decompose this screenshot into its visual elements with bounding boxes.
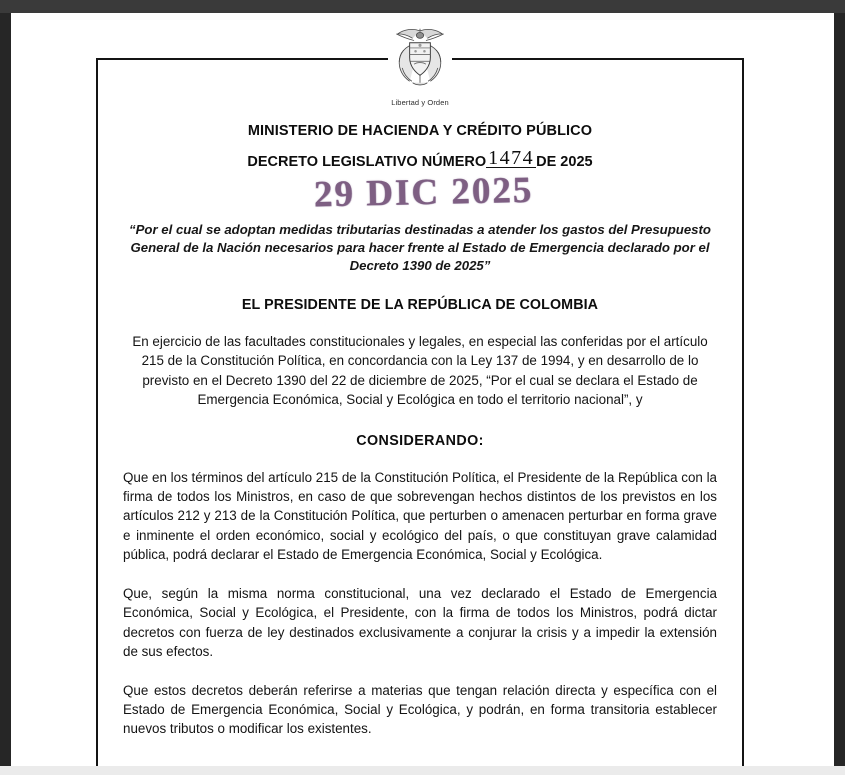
viewer-left-rail — [0, 13, 11, 766]
coat-of-arms — [365, 25, 475, 107]
decree-number-line — [123, 147, 717, 170]
decree-number-value: 1474 — [488, 147, 535, 169]
president-heading: EL PRESIDENTE DE LA REPÚBLICA DE COLOMBIA — [241, 297, 599, 314]
considerando-paragraph: Que en los términos del artículo 215 de la Constitución Política, el Presidente de la República con la firma de todos los Ministros, en caso de que sobrevengan hechos distintos de los previstos en los artículos 212 y 213 de la Constitución Política, que perturben o amenacen perturbar en forma grave e inminente el orden económico, social y ecológico del país, o que constituyan grave calamidad pública, podrá declarar el Estado de Emergencia Económica, Social y Ecológica. — [123, 469, 717, 563]
viewer-top-bar — [0, 0, 845, 13]
document-page — [11, 13, 834, 766]
considerando-paragraph: Que, según la misma norma constitucional, una vez declarado el Estado de Emergencia Económica, Social y Ecológica, el Presidente, con la firma de todos los Ministros, podrá dictar decretos con fuerza de ley destinados exclusivamente a conjurar la crisis y a impedir la extensión de sus efectos. — [123, 585, 717, 660]
viewer-bottom-bar — [0, 766, 845, 775]
considerando-paragraph: Que estos decretos deberán referirse a materias que tengan relación directa y específica con el Estado de Emergencia Económica, Social y Ecológica, y podrán, en forma transitoria establecer nuevos tributos o modificar los existentes. — [123, 682, 717, 737]
viewer-right-rail — [834, 13, 845, 766]
coat-of-arms-motto: Libertad y Orden — [391, 98, 449, 107]
preamble-text: En ejercicio de las facultades constitucionales y legales, en especial las conferidas por el artículo 215 de la Constitución Política, en concordancia con la Ley 137 de 1994, y en desarrollo de lo previsto en el Decreto 1390 del 22 de diciembre de 2025, “Por el cual se declara el Estado de Emergencia Económica, Social y Ecológica en todo el territorio nacional”, y — [132, 334, 708, 407]
decree-label-suffix: DE 2025 — [536, 154, 593, 170]
colombia-coat-of-arms-icon — [383, 25, 457, 99]
ministry-heading: MINISTERIO DE HACIENDA Y CRÉDITO PÚBLICO — [247, 123, 593, 139]
considerando-heading: CONSIDERANDO: — [356, 432, 484, 449]
date-stamp: 29 DIC 2025 — [313, 169, 535, 216]
document-content — [96, 58, 744, 766]
decree-label-prefix: DECRETO LEGISLATIVO NÚMERO — [247, 154, 487, 170]
decree-subtitle: “Por el cual se adoptan medidas tributarias destinadas a atender los gastos del Presupuesto General de la Nación necesarios para hacer frente al Estado de Emergencia declarado por el Decreto 1390 de 2025” — [129, 222, 711, 273]
